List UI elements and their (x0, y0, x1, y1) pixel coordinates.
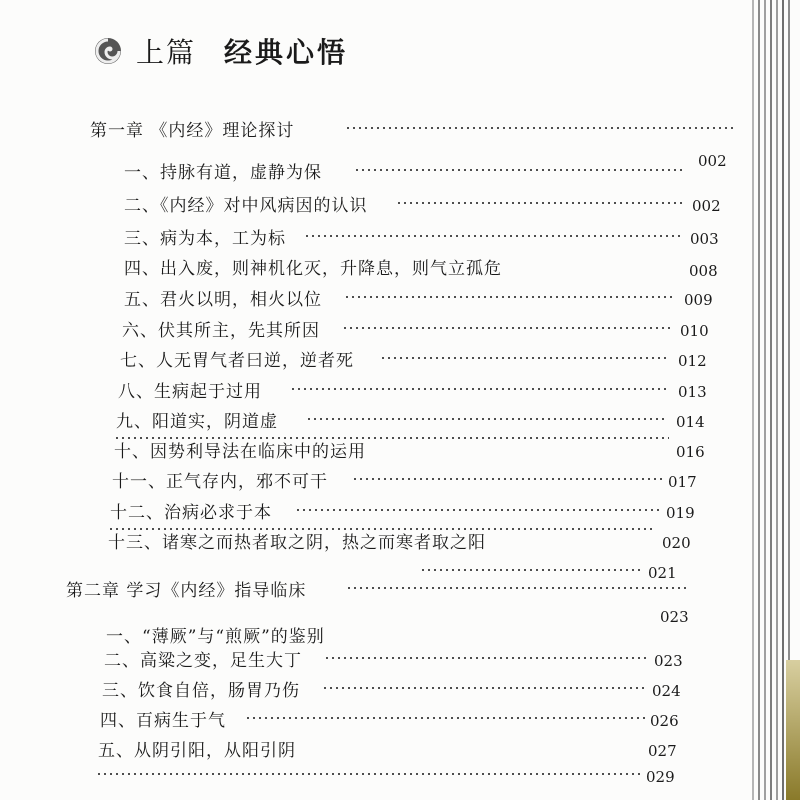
page-number: 021 (648, 564, 677, 582)
page-number: 008 (689, 262, 718, 280)
leader-dots (342, 327, 672, 329)
entry-title: 一、持脉有道，虚静为保 (124, 163, 322, 183)
chapter-heading (90, 118, 730, 144)
entry-title: 五、从阴引阳，从阳引阴 (98, 741, 296, 761)
toc-entry (124, 193, 724, 219)
leader-dots (354, 169, 684, 171)
leader-dots (108, 528, 656, 530)
toc-entry (108, 530, 708, 556)
toc-entry (98, 738, 698, 764)
entry-title: 二、高粱之变，足生大丁 (104, 651, 302, 671)
entry-title: 四、百病生于气 (100, 711, 226, 731)
page-edge (758, 0, 760, 800)
leader-dots (344, 296, 674, 298)
toc-entry (124, 287, 724, 313)
toc-entry (120, 348, 720, 374)
leader-dots (304, 235, 684, 237)
page-number: 023 (660, 608, 689, 626)
entry-title: 二、《内经》对中风病因的认识 (124, 196, 368, 216)
toc-entry (118, 379, 718, 405)
toc-entry (102, 678, 702, 704)
page-number: 012 (678, 352, 707, 370)
entry-title: 十、因势利导法在临床中的运用 (114, 442, 366, 462)
page-number: 003 (690, 230, 719, 248)
page-number: 020 (662, 534, 691, 552)
toc-entry (106, 624, 706, 650)
toc-entry (116, 409, 716, 435)
leader-dots (295, 509, 660, 511)
part-label: 上篇 (136, 36, 197, 69)
page-edge (770, 0, 772, 800)
page-edge (764, 0, 766, 800)
leader-dots (322, 687, 647, 689)
toc-entry (110, 500, 710, 526)
swirl-logo-icon (92, 35, 124, 67)
leader-row (96, 764, 696, 790)
entry-title: 三、病为本，工为标 (124, 229, 286, 249)
part-header (92, 26, 348, 76)
leader-dots (290, 388, 670, 390)
entry-title: 四、出入废，则神机化灭，升降息，则气立孤危 (124, 259, 502, 279)
leader-dots (324, 657, 649, 659)
leader-dots (380, 357, 670, 359)
toc-entry (104, 648, 704, 674)
page-number: 029 (646, 768, 675, 786)
entry-title: 一、“薄厥”与“煎厥”的鉴别 (106, 627, 325, 647)
page-number: 002 (698, 152, 727, 170)
entry-title: 八、生病起于过用 (118, 382, 262, 402)
leader-dots (245, 717, 645, 719)
page-number: 010 (680, 322, 709, 340)
toc-entry (122, 318, 722, 344)
page-number: 017 (668, 473, 697, 491)
leader-dots (306, 418, 666, 420)
chapter-title: 第一章 《内经》理论探讨 (90, 121, 295, 141)
page-edge (752, 0, 754, 800)
page-edge (776, 0, 778, 800)
leader-dots (345, 127, 735, 129)
part-title: 经典心悟 (224, 36, 349, 69)
page-number: 009 (684, 291, 713, 309)
entry-title: 五、君火以明，相火以位 (124, 290, 322, 310)
toc-entry (114, 439, 714, 465)
leader-dots (420, 569, 642, 571)
toc-entry (124, 160, 724, 186)
entry-title: 六、伏其所主，先其所因 (122, 321, 320, 341)
entry-title: 九、阳道实，阴道虚 (116, 412, 278, 432)
page-number: 002 (692, 197, 721, 215)
entry-title: 十二、治病必求于本 (110, 503, 272, 523)
toc-entry (124, 226, 724, 252)
page-number: 026 (650, 712, 679, 730)
page-number: 023 (654, 652, 683, 670)
gilded-edge (786, 660, 800, 800)
leader-dots (114, 437, 669, 439)
entry-title: 三、饮食自倍，肠胃乃伤 (102, 681, 300, 701)
page-number: 013 (678, 383, 707, 401)
entry-title: 七、人无胃气者曰逆，逆者死 (120, 351, 354, 371)
page-edge (782, 0, 784, 800)
page-number: 014 (676, 413, 705, 431)
toc-entry (124, 256, 724, 282)
toc-entry (112, 469, 712, 495)
page-number: 024 (652, 682, 681, 700)
toc-entry (100, 708, 700, 734)
entry-title: 十三、诸寒之而热者取之阴，热之而寒者取之阳 (108, 533, 486, 553)
leader-dots (346, 587, 686, 589)
page-number: 027 (648, 742, 677, 760)
page-number: 016 (676, 443, 705, 461)
chapter-title: 第二章 学习《内经》指导临床 (66, 581, 307, 601)
page-number: 019 (666, 504, 695, 522)
leader-dots (352, 478, 662, 480)
leader-dots (96, 773, 641, 775)
entry-title: 十一、正气存内，邪不可干 (112, 472, 328, 492)
leader-dots (396, 202, 686, 204)
chapter-heading (66, 578, 706, 604)
